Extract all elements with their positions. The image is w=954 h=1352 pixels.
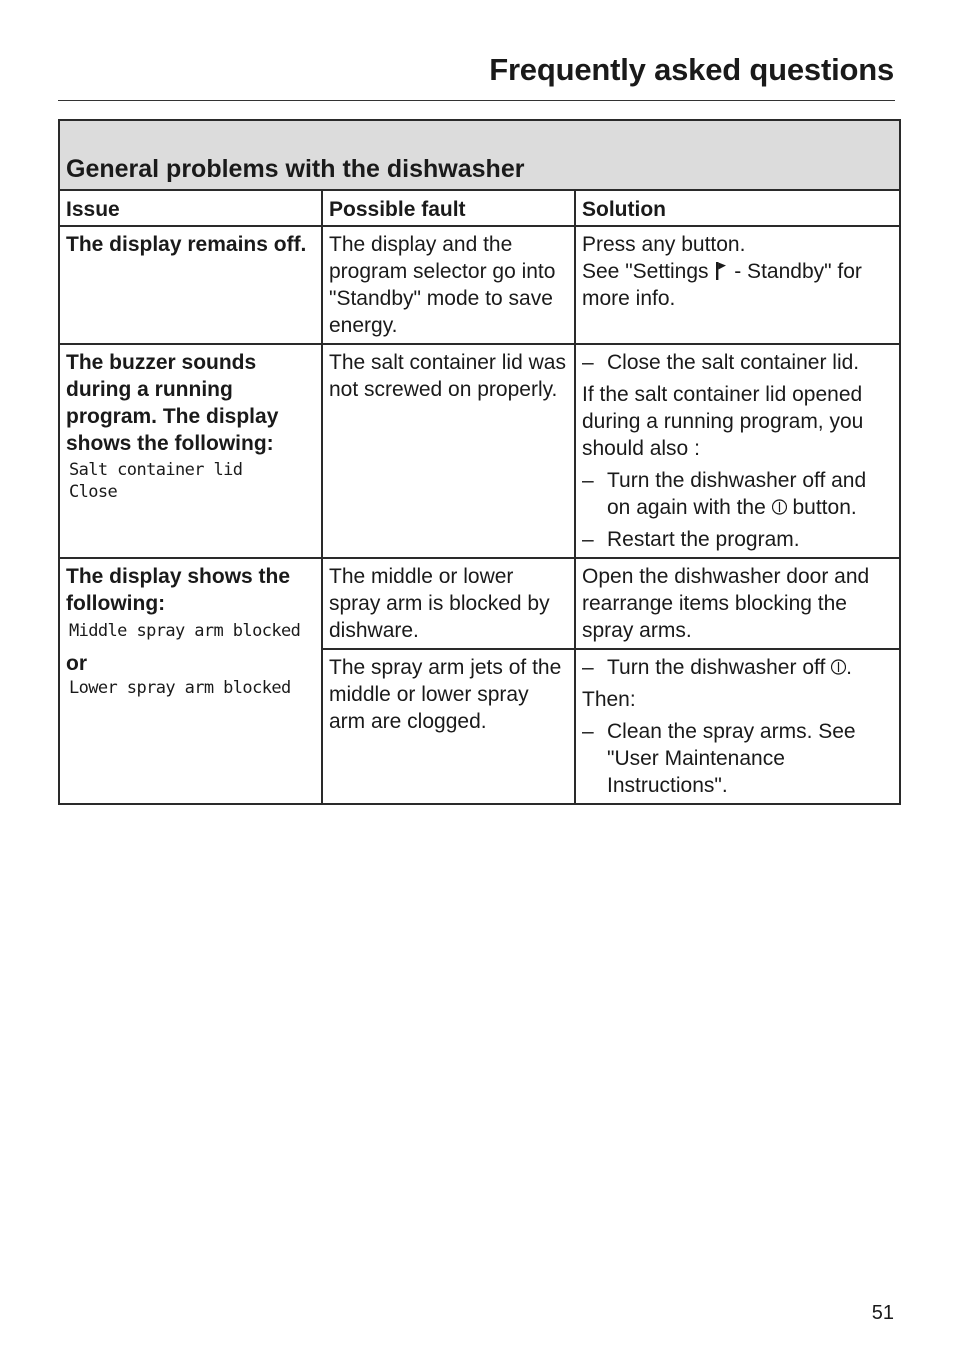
issue-text: The display remains off. bbox=[66, 233, 307, 256]
fault-cell bbox=[322, 226, 575, 344]
issue-cell bbox=[59, 344, 322, 558]
solution-text: Close the salt container lid. bbox=[607, 351, 860, 374]
settings-flag-icon bbox=[715, 261, 727, 280]
solution-text: See "Settings bbox=[582, 260, 709, 283]
faq-table bbox=[58, 119, 901, 805]
fault-text: The display and the program selector go into "Standby" mode to save energy. bbox=[329, 233, 556, 337]
solution-step bbox=[582, 718, 894, 799]
solution-step bbox=[582, 467, 894, 521]
solution-text: If the salt container lid opened during a running program, you should also : bbox=[582, 383, 864, 460]
solution-step-text bbox=[607, 467, 894, 521]
solution-cell bbox=[575, 344, 900, 558]
or-label: or bbox=[66, 652, 87, 675]
solution-text: Clean the spray arms. See "User Maintenance Instructions". bbox=[607, 720, 856, 797]
solution-step bbox=[582, 349, 894, 376]
solution-text bbox=[582, 258, 894, 312]
page-title: Frequently asked questions bbox=[489, 52, 894, 87]
solution-text: Restart the program. bbox=[607, 528, 800, 551]
table-row bbox=[59, 226, 900, 344]
solution-cell bbox=[575, 226, 900, 344]
issue-cell bbox=[59, 558, 322, 804]
page-number: 51 bbox=[871, 1302, 894, 1324]
fault-cell bbox=[322, 649, 575, 804]
title-divider bbox=[58, 100, 895, 101]
issue-text: The buzzer sounds during a running program. The display shows the following: bbox=[66, 351, 279, 455]
power-icon bbox=[831, 657, 846, 676]
table-header-row bbox=[59, 190, 900, 226]
dash-bullet: – bbox=[582, 656, 594, 679]
dash-bullet: – bbox=[582, 351, 594, 374]
solution-step-text: Turn the dishwasher off . bbox=[607, 656, 852, 679]
solution-cell bbox=[575, 649, 900, 804]
table-row bbox=[59, 344, 900, 558]
fault-text: The spray arm jets of the middle or lower spray arm are clogged. bbox=[329, 656, 562, 733]
fault-cell bbox=[322, 558, 575, 649]
display-message: Salt container lid bbox=[69, 460, 243, 480]
dash-bullet: – bbox=[582, 469, 594, 492]
solution-cell bbox=[575, 558, 900, 649]
solution-text: Turn the dishwasher off and on again with the bbox=[607, 469, 867, 519]
table-row bbox=[59, 558, 900, 649]
section-title: General problems with the dishwasher bbox=[59, 120, 900, 190]
solution-text: Open the dishwasher door and rearrange items blocking the spray arms. bbox=[582, 565, 870, 642]
solution-step bbox=[582, 526, 894, 553]
column-header-issue: Issue bbox=[59, 190, 322, 226]
solution-text: Press any button. bbox=[582, 233, 746, 256]
fault-text: The salt container lid was not screwed on properly. bbox=[329, 351, 566, 401]
solution-text: - Standby" for more info. bbox=[582, 260, 862, 310]
solution-text: button. bbox=[792, 496, 857, 519]
fault-text: The middle or lower spray arm is blocked by dishware. bbox=[329, 565, 550, 642]
issue-text: The display shows the following: bbox=[66, 565, 291, 615]
display-message: Lower spray arm blocked bbox=[69, 678, 291, 698]
dash-bullet: – bbox=[582, 720, 594, 743]
solution-text: Turn the dishwasher off bbox=[607, 656, 826, 679]
power-icon bbox=[772, 497, 787, 516]
display-message: Middle spray arm blocked bbox=[69, 621, 301, 641]
dash-bullet: – bbox=[582, 528, 594, 551]
fault-cell bbox=[322, 344, 575, 558]
column-header-solution: Solution bbox=[575, 190, 900, 226]
display-message: Close bbox=[69, 482, 118, 502]
solution-step bbox=[582, 654, 894, 681]
column-header-fault: Possible fault bbox=[322, 190, 575, 226]
solution-text: Then: bbox=[582, 688, 636, 711]
issue-cell bbox=[59, 226, 322, 344]
